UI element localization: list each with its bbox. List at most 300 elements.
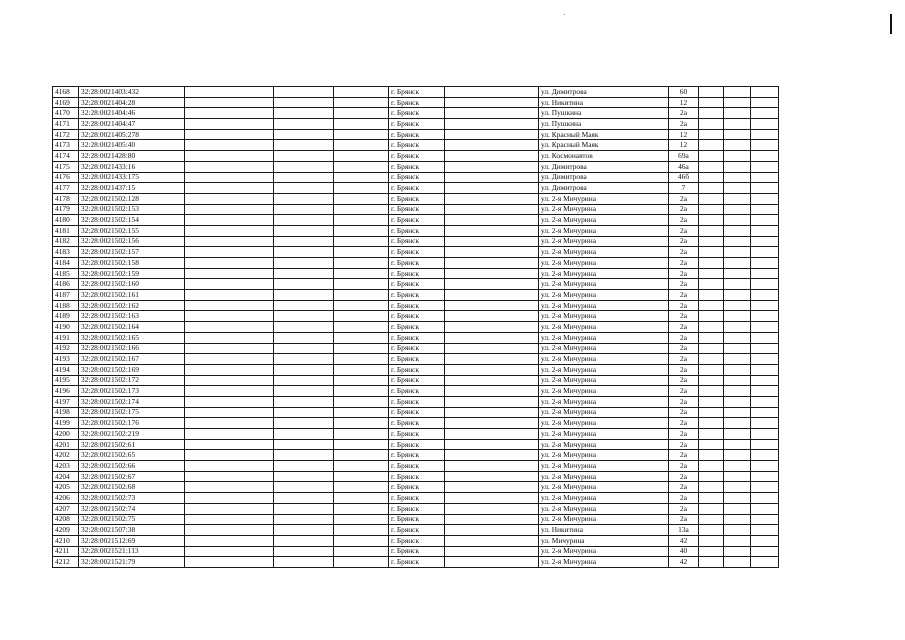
house-cell: 2а bbox=[669, 514, 699, 525]
house-cell: 2а bbox=[669, 332, 699, 343]
empty-cell bbox=[185, 546, 274, 557]
empty-cell bbox=[751, 322, 779, 333]
empty-cell bbox=[751, 193, 779, 204]
empty-cell bbox=[751, 514, 779, 525]
row-number-cell: 4189 bbox=[53, 311, 79, 322]
empty-cell bbox=[724, 439, 751, 450]
row-number-cell: 4210 bbox=[53, 535, 79, 546]
empty-cell bbox=[724, 343, 751, 354]
empty-cell bbox=[699, 471, 724, 482]
empty-cell bbox=[185, 364, 274, 375]
cadastral-number-cell: 32:28:0021521:79 bbox=[79, 557, 185, 568]
table-row bbox=[53, 311, 779, 322]
city-cell: г. Брянск bbox=[389, 535, 445, 546]
empty-cell bbox=[445, 300, 539, 311]
city-cell: г. Брянск bbox=[389, 108, 445, 119]
street-cell: ул. Космонавтов bbox=[539, 151, 669, 162]
empty-cell bbox=[445, 322, 539, 333]
cadastral-number-cell: 32:28:0021502:167 bbox=[79, 354, 185, 365]
empty-cell bbox=[751, 429, 779, 440]
row-number-cell: 4176 bbox=[53, 172, 79, 183]
empty-cell bbox=[751, 119, 779, 130]
empty-cell bbox=[445, 236, 539, 247]
city-cell: г. Брянск bbox=[389, 97, 445, 108]
empty-cell bbox=[274, 461, 334, 472]
empty-cell bbox=[185, 429, 274, 440]
empty-cell bbox=[334, 493, 389, 504]
city-cell: г. Брянск bbox=[389, 525, 445, 536]
empty-cell bbox=[724, 386, 751, 397]
empty-cell bbox=[445, 354, 539, 365]
table-row bbox=[53, 322, 779, 333]
house-cell: 2а bbox=[669, 247, 699, 258]
house-cell: 2а bbox=[669, 225, 699, 236]
empty-cell bbox=[751, 268, 779, 279]
empty-cell bbox=[334, 482, 389, 493]
house-cell: 46а bbox=[669, 161, 699, 172]
street-cell: ул. Димитрова bbox=[539, 172, 669, 183]
street-cell: ул. 2-я Мичурина bbox=[539, 268, 669, 279]
empty-cell bbox=[445, 119, 539, 130]
empty-cell bbox=[724, 418, 751, 429]
row-number-cell: 4195 bbox=[53, 375, 79, 386]
empty-cell bbox=[751, 407, 779, 418]
empty-cell bbox=[699, 332, 724, 343]
empty-cell bbox=[445, 151, 539, 162]
house-cell: 2а bbox=[669, 418, 699, 429]
house-cell: 2а bbox=[669, 407, 699, 418]
row-number-cell: 4193 bbox=[53, 354, 79, 365]
empty-cell bbox=[751, 450, 779, 461]
house-cell: 69а bbox=[669, 151, 699, 162]
empty-cell bbox=[751, 386, 779, 397]
empty-cell bbox=[445, 279, 539, 290]
empty-cell bbox=[274, 193, 334, 204]
city-cell: г. Брянск bbox=[389, 87, 445, 98]
cadastral-number-cell: 32:28:0021404:28 bbox=[79, 97, 185, 108]
empty-cell bbox=[724, 546, 751, 557]
empty-cell bbox=[751, 204, 779, 215]
empty-cell bbox=[445, 461, 539, 472]
cadastral-number-cell: 32:28:0021502:172 bbox=[79, 375, 185, 386]
city-cell: г. Брянск bbox=[389, 193, 445, 204]
empty-cell bbox=[724, 172, 751, 183]
empty-cell bbox=[699, 172, 724, 183]
cadastral-number-cell: 32:28:0021502:160 bbox=[79, 279, 185, 290]
city-cell: г. Брянск bbox=[389, 450, 445, 461]
registry-body bbox=[53, 87, 779, 568]
row-number-cell: 4203 bbox=[53, 461, 79, 472]
cadastral-number-cell: 32:28:0021502:176 bbox=[79, 418, 185, 429]
cadastral-number-cell: 32:28:0021502:159 bbox=[79, 268, 185, 279]
empty-cell bbox=[185, 343, 274, 354]
street-cell: ул. 2-я Мичурина bbox=[539, 557, 669, 568]
city-cell: г. Брянск bbox=[389, 439, 445, 450]
city-cell: г. Брянск bbox=[389, 493, 445, 504]
empty-cell bbox=[185, 225, 274, 236]
empty-cell bbox=[699, 151, 724, 162]
empty-cell bbox=[724, 461, 751, 472]
empty-cell bbox=[274, 119, 334, 130]
empty-cell bbox=[699, 535, 724, 546]
empty-cell bbox=[724, 183, 751, 194]
cadastral-number-cell: 32:28:0021507:38 bbox=[79, 525, 185, 536]
city-cell: г. Брянск bbox=[389, 503, 445, 514]
empty-cell bbox=[185, 493, 274, 504]
cadastral-number-cell: 32:28:0021502:163 bbox=[79, 311, 185, 322]
row-number-cell: 4172 bbox=[53, 129, 79, 140]
empty-cell bbox=[751, 161, 779, 172]
empty-cell bbox=[445, 108, 539, 119]
table-row bbox=[53, 172, 779, 183]
empty-cell bbox=[445, 503, 539, 514]
empty-cell bbox=[185, 97, 274, 108]
empty-cell bbox=[699, 525, 724, 536]
empty-cell bbox=[445, 407, 539, 418]
empty-cell bbox=[445, 493, 539, 504]
empty-cell bbox=[274, 300, 334, 311]
empty-cell bbox=[751, 364, 779, 375]
empty-cell bbox=[751, 375, 779, 386]
empty-cell bbox=[751, 546, 779, 557]
row-number-cell: 4196 bbox=[53, 386, 79, 397]
house-cell: 2а bbox=[669, 290, 699, 301]
cadastral-number-cell: 32:28:0021502:174 bbox=[79, 396, 185, 407]
empty-cell bbox=[274, 140, 334, 151]
empty-cell bbox=[699, 386, 724, 397]
row-number-cell: 4208 bbox=[53, 514, 79, 525]
empty-cell bbox=[334, 236, 389, 247]
street-cell: ул. 2-я Мичурина bbox=[539, 332, 669, 343]
cadastral-number-cell: 32:28:0021502:173 bbox=[79, 386, 185, 397]
empty-cell bbox=[445, 364, 539, 375]
empty-cell bbox=[185, 247, 274, 258]
empty-cell bbox=[445, 471, 539, 482]
empty-cell bbox=[724, 525, 751, 536]
street-cell: ул. 2-я Мичурина bbox=[539, 429, 669, 440]
empty-cell bbox=[334, 215, 389, 226]
empty-cell bbox=[274, 97, 334, 108]
empty-cell bbox=[445, 129, 539, 140]
street-cell: ул. 2-я Мичурина bbox=[539, 450, 669, 461]
house-cell: 2а bbox=[669, 482, 699, 493]
city-cell: г. Брянск bbox=[389, 140, 445, 151]
empty-cell bbox=[274, 503, 334, 514]
row-number-cell: 4178 bbox=[53, 193, 79, 204]
empty-cell bbox=[445, 557, 539, 568]
empty-cell bbox=[334, 386, 389, 397]
house-cell: 2а bbox=[669, 450, 699, 461]
empty-cell bbox=[185, 503, 274, 514]
city-cell: г. Брянск bbox=[389, 247, 445, 258]
empty-cell bbox=[185, 215, 274, 226]
row-number-cell: 4202 bbox=[53, 450, 79, 461]
empty-cell bbox=[699, 375, 724, 386]
empty-cell bbox=[274, 514, 334, 525]
empty-cell bbox=[274, 247, 334, 258]
empty-cell bbox=[751, 525, 779, 536]
empty-cell bbox=[274, 215, 334, 226]
empty-cell bbox=[185, 204, 274, 215]
city-cell: г. Брянск bbox=[389, 471, 445, 482]
table-row bbox=[53, 429, 779, 440]
empty-cell bbox=[445, 258, 539, 269]
empty-cell bbox=[445, 311, 539, 322]
empty-cell bbox=[699, 418, 724, 429]
city-cell: г. Брянск bbox=[389, 151, 445, 162]
cadastral-number-cell: 32:28:0021502:61 bbox=[79, 439, 185, 450]
empty-cell bbox=[274, 482, 334, 493]
empty-cell bbox=[334, 364, 389, 375]
empty-cell bbox=[751, 300, 779, 311]
cadastral-number-cell: 32:28:0021502:154 bbox=[79, 215, 185, 226]
table-row bbox=[53, 119, 779, 130]
city-cell: г. Брянск bbox=[389, 236, 445, 247]
empty-cell bbox=[699, 461, 724, 472]
house-cell: 2а bbox=[669, 279, 699, 290]
empty-cell bbox=[274, 396, 334, 407]
empty-cell bbox=[334, 322, 389, 333]
table-row bbox=[53, 332, 779, 343]
empty-cell bbox=[334, 461, 389, 472]
empty-cell bbox=[724, 493, 751, 504]
table-row bbox=[53, 503, 779, 514]
empty-cell bbox=[724, 429, 751, 440]
empty-cell bbox=[699, 183, 724, 194]
street-cell: ул. 2-я Мичурина bbox=[539, 258, 669, 269]
empty-cell bbox=[699, 429, 724, 440]
empty-cell bbox=[699, 247, 724, 258]
empty-cell bbox=[334, 258, 389, 269]
empty-cell bbox=[445, 482, 539, 493]
empty-cell bbox=[445, 514, 539, 525]
empty-cell bbox=[334, 503, 389, 514]
empty-cell bbox=[274, 407, 334, 418]
empty-cell bbox=[699, 439, 724, 450]
row-number-cell: 4198 bbox=[53, 407, 79, 418]
street-cell: ул. Пушкина bbox=[539, 108, 669, 119]
row-number-cell: 4209 bbox=[53, 525, 79, 536]
empty-cell bbox=[699, 290, 724, 301]
row-number-cell: 4211 bbox=[53, 546, 79, 557]
empty-cell bbox=[724, 471, 751, 482]
empty-cell bbox=[185, 418, 274, 429]
empty-cell bbox=[185, 482, 274, 493]
empty-cell bbox=[334, 407, 389, 418]
row-number-cell: 4206 bbox=[53, 493, 79, 504]
house-cell: 12 bbox=[669, 97, 699, 108]
cadastral-number-cell: 32:28:0021437:15 bbox=[79, 183, 185, 194]
empty-cell bbox=[274, 450, 334, 461]
table-row bbox=[53, 343, 779, 354]
house-cell: 2а bbox=[669, 386, 699, 397]
cadastral-number-cell: 32:28:0021502:164 bbox=[79, 322, 185, 333]
cadastral-number-cell: 32:28:0021404:46 bbox=[79, 108, 185, 119]
empty-cell bbox=[724, 375, 751, 386]
table-row bbox=[53, 108, 779, 119]
city-cell: г. Брянск bbox=[389, 407, 445, 418]
city-cell: г. Брянск bbox=[389, 375, 445, 386]
empty-cell bbox=[445, 375, 539, 386]
empty-cell bbox=[334, 418, 389, 429]
empty-cell bbox=[724, 514, 751, 525]
empty-cell bbox=[334, 183, 389, 194]
cadastral-number-cell: 32:28:0021502:158 bbox=[79, 258, 185, 269]
house-cell: 2а bbox=[669, 204, 699, 215]
empty-cell bbox=[334, 161, 389, 172]
empty-cell bbox=[699, 129, 724, 140]
empty-cell bbox=[699, 279, 724, 290]
empty-cell bbox=[334, 247, 389, 258]
empty-cell bbox=[751, 439, 779, 450]
empty-cell bbox=[724, 236, 751, 247]
city-cell: г. Брянск bbox=[389, 129, 445, 140]
house-cell: 2а bbox=[669, 461, 699, 472]
empty-cell bbox=[445, 215, 539, 226]
empty-cell bbox=[751, 482, 779, 493]
city-cell: г. Брянск bbox=[389, 215, 445, 226]
street-cell: ул. 2-я Мичурина bbox=[539, 396, 669, 407]
table-row bbox=[53, 364, 779, 375]
empty-cell bbox=[699, 268, 724, 279]
empty-cell bbox=[334, 450, 389, 461]
empty-cell bbox=[185, 354, 274, 365]
house-cell: 2а bbox=[669, 439, 699, 450]
empty-cell bbox=[334, 311, 389, 322]
empty-cell bbox=[699, 482, 724, 493]
empty-cell bbox=[185, 108, 274, 119]
row-number-cell: 4168 bbox=[53, 87, 79, 98]
empty-cell bbox=[185, 87, 274, 98]
empty-cell bbox=[274, 129, 334, 140]
house-cell: 2а bbox=[669, 215, 699, 226]
cadastral-number-cell: 32:28:0021502:155 bbox=[79, 225, 185, 236]
street-cell: ул. Никитина bbox=[539, 97, 669, 108]
empty-cell bbox=[185, 236, 274, 247]
empty-cell bbox=[724, 258, 751, 269]
house-cell: 2а bbox=[669, 236, 699, 247]
city-cell: г. Брянск bbox=[389, 290, 445, 301]
empty-cell bbox=[445, 418, 539, 429]
cadastral-number-cell: 32:28:0021502:67 bbox=[79, 471, 185, 482]
city-cell: г. Брянск bbox=[389, 482, 445, 493]
table-row bbox=[53, 439, 779, 450]
table-row bbox=[53, 407, 779, 418]
row-number-cell: 4186 bbox=[53, 279, 79, 290]
cadastral-number-cell: 32:28:0021433:175 bbox=[79, 172, 185, 183]
empty-cell bbox=[445, 268, 539, 279]
empty-cell bbox=[699, 193, 724, 204]
empty-cell bbox=[274, 535, 334, 546]
empty-cell bbox=[274, 375, 334, 386]
empty-cell bbox=[334, 332, 389, 343]
house-cell: 13а bbox=[669, 525, 699, 536]
empty-cell bbox=[751, 535, 779, 546]
row-number-cell: 4184 bbox=[53, 258, 79, 269]
empty-cell bbox=[185, 332, 274, 343]
row-number-cell: 4205 bbox=[53, 482, 79, 493]
empty-cell bbox=[724, 322, 751, 333]
empty-cell bbox=[445, 332, 539, 343]
empty-cell bbox=[445, 343, 539, 354]
empty-cell bbox=[699, 225, 724, 236]
city-cell: г. Брянск bbox=[389, 343, 445, 354]
cadastral-number-cell: 32:28:0021521:113 bbox=[79, 546, 185, 557]
empty-cell bbox=[724, 161, 751, 172]
city-cell: г. Брянск bbox=[389, 322, 445, 333]
empty-cell bbox=[334, 108, 389, 119]
cadastral-number-cell: 32:28:0021502:161 bbox=[79, 290, 185, 301]
street-cell: ул. Никитина bbox=[539, 525, 669, 536]
empty-cell bbox=[445, 225, 539, 236]
empty-cell bbox=[699, 87, 724, 98]
street-cell: ул. 2-я Мичурина bbox=[539, 193, 669, 204]
cadastral-number-cell: 32:28:0021502:162 bbox=[79, 300, 185, 311]
cadastral-number-cell: 32:28:0021502:128 bbox=[79, 193, 185, 204]
empty-cell bbox=[751, 461, 779, 472]
table-row bbox=[53, 225, 779, 236]
city-cell: г. Брянск bbox=[389, 183, 445, 194]
table-row bbox=[53, 418, 779, 429]
row-number-cell: 4201 bbox=[53, 439, 79, 450]
empty-cell bbox=[699, 258, 724, 269]
table-row bbox=[53, 140, 779, 151]
empty-cell bbox=[751, 471, 779, 482]
row-number-cell: 4207 bbox=[53, 503, 79, 514]
empty-cell bbox=[185, 407, 274, 418]
empty-cell bbox=[751, 151, 779, 162]
empty-cell bbox=[274, 322, 334, 333]
empty-cell bbox=[274, 386, 334, 397]
empty-cell bbox=[724, 97, 751, 108]
empty-cell bbox=[699, 343, 724, 354]
empty-cell bbox=[445, 247, 539, 258]
empty-cell bbox=[724, 364, 751, 375]
empty-cell bbox=[185, 151, 274, 162]
row-number-cell: 4169 bbox=[53, 97, 79, 108]
row-number-cell: 4194 bbox=[53, 364, 79, 375]
empty-cell bbox=[724, 215, 751, 226]
empty-cell bbox=[185, 557, 274, 568]
empty-cell bbox=[724, 354, 751, 365]
empty-cell bbox=[185, 290, 274, 301]
empty-cell bbox=[724, 557, 751, 568]
street-cell: ул. 2-я Мичурина bbox=[539, 493, 669, 504]
street-cell: ул. 2-я Мичурина bbox=[539, 461, 669, 472]
house-cell: 2а bbox=[669, 311, 699, 322]
house-cell: 2а bbox=[669, 119, 699, 130]
empty-cell bbox=[274, 364, 334, 375]
empty-cell bbox=[334, 354, 389, 365]
row-number-cell: 4181 bbox=[53, 225, 79, 236]
page-edge-mark bbox=[890, 14, 892, 34]
street-cell: ул. 2-я Мичурина bbox=[539, 375, 669, 386]
empty-cell bbox=[274, 183, 334, 194]
empty-cell bbox=[445, 546, 539, 557]
empty-cell bbox=[751, 290, 779, 301]
empty-cell bbox=[334, 439, 389, 450]
row-number-cell: 4182 bbox=[53, 236, 79, 247]
city-cell: г. Брянск bbox=[389, 172, 445, 183]
empty-cell bbox=[185, 268, 274, 279]
house-cell: 2а bbox=[669, 375, 699, 386]
empty-cell bbox=[185, 161, 274, 172]
house-cell: 40 bbox=[669, 546, 699, 557]
empty-cell bbox=[751, 183, 779, 194]
street-cell: ул. 2-я Мичурина bbox=[539, 300, 669, 311]
empty-cell bbox=[334, 525, 389, 536]
empty-cell bbox=[334, 396, 389, 407]
